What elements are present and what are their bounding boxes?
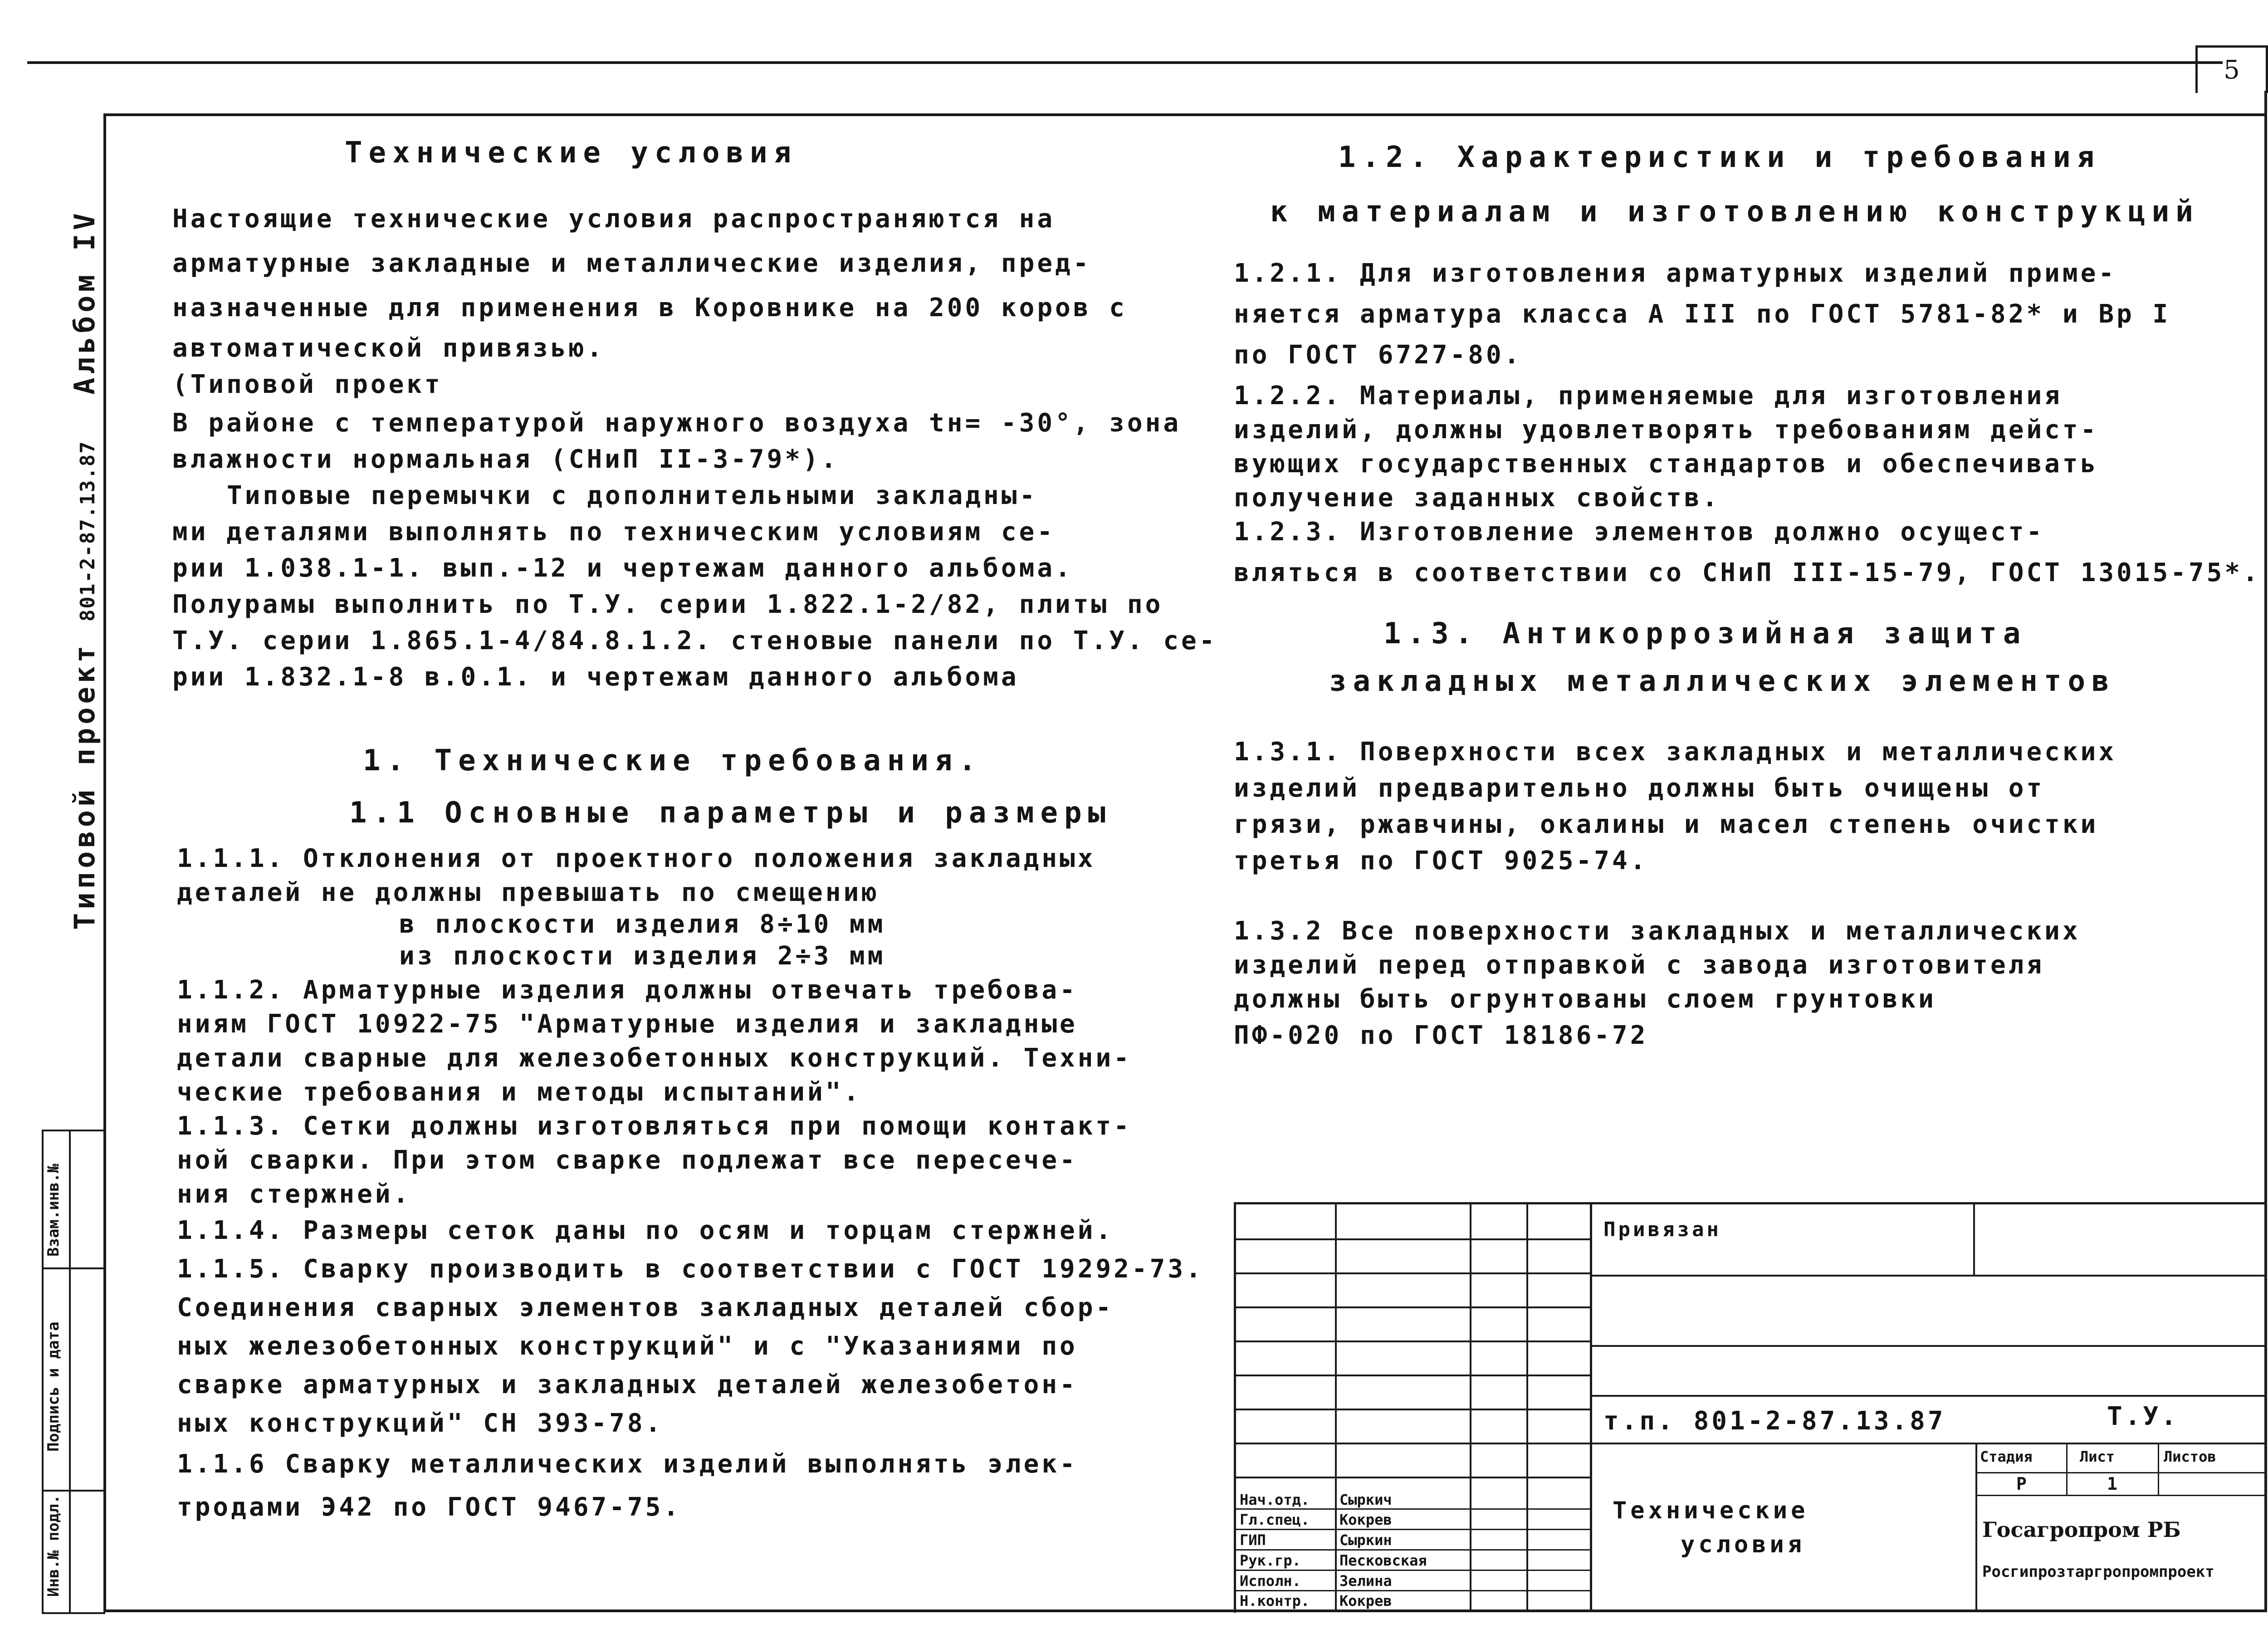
tb-staff-name: Кокрев — [1339, 1592, 1392, 1610]
intro-line: Т.У. серии 1.865.1-4/84.8.1.2. стеновые панели по Т.У. се- — [172, 626, 1217, 656]
tb-grid — [1236, 1443, 2267, 1444]
item-line: ПФ-020 по ГОСТ 18186-72 — [1234, 1021, 1648, 1050]
intro-line: Настоящие технические условия распространяются на — [172, 204, 1056, 234]
sidebar-project-code: 801-2-87.13.87 — [76, 440, 99, 622]
tb-staff-name: Зелина — [1339, 1572, 1392, 1590]
sidebar-album-text: Альбом IV — [68, 210, 101, 395]
section-1-2-title-2: к материалам и изготовлению конструкций — [1270, 195, 2200, 229]
tb-staff-name: Сыркин — [1339, 1531, 1392, 1549]
section-1-3-title: 1.3. Антикоррозийная защита — [1383, 617, 2027, 651]
intro-line: влажности нормальная (СНиП II-3-79*). — [172, 445, 839, 474]
tb-grid — [1975, 1443, 1977, 1610]
tb-grid — [2066, 1443, 2068, 1495]
tb-sheet: 1 — [2107, 1474, 2117, 1494]
tb-doc-type: Т.У. — [2107, 1402, 2179, 1431]
intro-line: рии 1.038.1-1. вып.-12 и чертежам данного альбома. — [172, 553, 1073, 583]
item-line: ных конструкций" СН 393-78. — [177, 1409, 664, 1438]
tb-grid — [1236, 1549, 1590, 1551]
page-number: 5 — [2224, 55, 2240, 85]
tb-grid — [1590, 1204, 1592, 1610]
item-line: изделий предварительно должны быть очищены от — [1234, 773, 2045, 803]
tb-staff-role: ГИП — [1240, 1531, 1266, 1549]
intro-line: ми деталями выполнять по техническим условиям се- — [172, 517, 1056, 547]
tb-grid — [1973, 1204, 1975, 1275]
intro-line: (Типовой проект — [172, 370, 443, 399]
tb-grid — [1236, 1590, 1590, 1591]
item-line: ниям ГОСТ 10922-75 "Арматурные изделия и закладные — [177, 1009, 1078, 1039]
tb-grid — [1236, 1340, 1590, 1342]
top-rule — [27, 61, 2223, 64]
intro-line: Типовые перемычки с дополнительными закладны- — [227, 481, 1038, 510]
intro-line: арматурные закладные и металлические изделия, пред- — [172, 249, 1091, 278]
tb-col-stage: Стадия — [1980, 1448, 2033, 1465]
tb-grid — [1236, 1238, 1590, 1240]
item-line: ния стержней. — [177, 1179, 411, 1209]
item-line: получение заданных свойств. — [1234, 483, 1721, 513]
item-line: 1.2.3. Изготовление элементов должно осущест- — [1234, 517, 2045, 547]
item-line: из плоскости изделия 2÷3 мм — [399, 941, 886, 971]
intro-line: назначенные для применения в Коровнике на 200 коров с — [172, 293, 1127, 323]
tb-org-1: Госагропром РБ — [1982, 1517, 2181, 1542]
item-line: ческие требования и методы испытаний". — [177, 1077, 862, 1107]
section-1-title: 1. Технические требования. — [363, 744, 982, 778]
tb-staff-role: Исполн. — [1240, 1572, 1301, 1590]
tb-grid — [1590, 1275, 2267, 1277]
item-line: должны быть огрунтованы слоем грунтовки — [1234, 984, 1936, 1014]
item-line: ной сварки. При этом сварке подлежат все пересече- — [177, 1145, 1078, 1175]
tb-grid — [1236, 1409, 1590, 1410]
tb-grid — [1236, 1570, 1590, 1571]
tb-grid — [1236, 1272, 1590, 1274]
tb-staff-name: Кокрев — [1339, 1511, 1392, 1528]
page-number-box — [2195, 45, 2268, 93]
sidebar-stamp-divider — [44, 1490, 105, 1492]
item-line: няется арматура класса А III по ГОСТ 5781-82* и Вр I — [1234, 299, 2171, 329]
item-line: 1.2.1. Для изготовления арматурных изделий приме- — [1234, 259, 2117, 288]
tb-staff-role: Гл.спец. — [1240, 1511, 1310, 1528]
item-line: 1.1.5. Сварку производить в соответствии с ГОСТ 19292-73. — [177, 1254, 1204, 1284]
item-line: грязи, ржавчины, окалины и масел степень очистки — [1234, 810, 2099, 839]
section-1-1-title: 1.1 Основные параметры и размеры — [349, 796, 1112, 830]
tb-org-2: Росгипрозтаргропромпроект — [1982, 1563, 2214, 1581]
tb-staff-name: Сыркич — [1339, 1491, 1392, 1508]
item-line: 1.1.3. Сетки должны изготовляться при помощи контакт- — [177, 1111, 1132, 1141]
section-1-2-title: 1.2. Характеристики и требования — [1338, 141, 2101, 174]
item-line: по ГОСТ 6727-80. — [1234, 340, 1522, 370]
item-line: ных железобетонных конструкций" и с "Указаниями по — [177, 1331, 1078, 1361]
item-line: деталей не должны превышать по смещению — [177, 878, 880, 907]
frame-top — [103, 113, 2267, 116]
tb-title-2: условия — [1681, 1531, 1806, 1558]
tb-grid — [1975, 1495, 2267, 1496]
tb-grid — [1590, 1395, 2267, 1397]
item-line: сварке арматурных и закладных деталей железобетон- — [177, 1370, 1078, 1399]
tb-staff-name: Песковская — [1339, 1552, 1427, 1569]
tb-col-sheet: Лист — [2080, 1448, 2115, 1465]
item-line: вующих государственных стандартов и обеспечивать — [1234, 449, 2099, 479]
intro-line: рии 1.832.1-8 в.0.1. и чертежам данного альбома — [172, 662, 1019, 692]
sidebar-stamp-divider — [44, 1267, 105, 1269]
item-line: 1.1.6 Сварку металлических изделий выполнять элек- — [177, 1449, 1078, 1479]
tb-staff-role: Нач.отд. — [1240, 1491, 1310, 1508]
tb-privyazan: Привязан — [1603, 1218, 1721, 1241]
item-line: вляться в соответствии со СНиП III-15-79, ГОСТ 13015-75*. — [1234, 558, 2261, 587]
section-1-3-title-2: закладных металлических элементов — [1329, 665, 2116, 698]
sidebar-field-invno: Инв.№ подл. — [44, 1494, 63, 1597]
item-line: 1.1.2. Арматурные изделия должны отвечать требова- — [177, 975, 1078, 1005]
tb-grid — [1975, 1472, 2267, 1473]
item-line: тродами Э42 по ГОСТ 9467-75. — [177, 1492, 682, 1522]
item-line: Соединения сварных элементов закладных деталей сбор- — [177, 1293, 1114, 1322]
title-block — [1234, 1202, 2267, 1613]
tb-grid — [1236, 1306, 1590, 1308]
item-line: изделий, должны удовлетворять требованиям дейст- — [1234, 415, 2099, 445]
item-line: изделий перед отправкой с завода изготовителя — [1234, 950, 2045, 980]
page-title: Технические условия — [345, 136, 798, 170]
item-line: 1.1.4. Размеры сеток даны по осям и торцам стержней. — [177, 1216, 1114, 1245]
sidebar-album — [68, 210, 101, 395]
item-line: в плоскости изделия 8÷10 мм — [399, 910, 886, 939]
tb-grid — [1236, 1477, 1590, 1478]
intro-line: В районе с температурой наружного воздуха tн= -30°, зона — [172, 408, 1182, 438]
item-line: 1.3.2 Все поверхности закладных и металлических — [1234, 916, 2081, 946]
item-line: детали сварные для железобетонных конструкций. Техни- — [177, 1043, 1132, 1073]
tb-grid — [1590, 1345, 2267, 1347]
tb-staff-role: Рук.гр. — [1240, 1552, 1301, 1569]
item-line: 1.3.1. Поверхности всех закладных и металлических — [1234, 737, 2117, 767]
sidebar-field-replace: Взам.инв.№ — [44, 1164, 63, 1257]
item-line: 1.2.2. Материалы, применяемые для изготовления — [1234, 381, 2063, 411]
tb-grid — [1236, 1375, 1590, 1376]
sidebar-title — [68, 440, 101, 930]
tb-doc-code: т.п. 801-2-87.13.87 — [1603, 1406, 1946, 1436]
tb-stage: Р — [2016, 1474, 2027, 1494]
sidebar-field-sign: Подпись и дата — [44, 1321, 63, 1452]
item-line: третья по ГОСТ 9025-74. — [1234, 846, 1648, 876]
tb-grid — [1236, 1508, 1590, 1510]
tb-grid — [1236, 1529, 1590, 1530]
intro-line: Полурамы выполнить по Т.У. серии 1.822.1-2/82, плиты по — [172, 590, 1163, 619]
tb-col-sheets: Листов — [2164, 1448, 2216, 1465]
tb-grid — [2158, 1443, 2159, 1495]
sidebar-stamp-divider — [69, 1131, 71, 1612]
tb-staff-role: Н.контр. — [1240, 1592, 1310, 1610]
intro-line: автоматической привязью. — [172, 333, 605, 363]
item-line: 1.1.1. Отклонения от проектного положения закладных — [177, 844, 1096, 873]
sidebar-title-text: Типовой проект — [68, 642, 101, 930]
tb-title-1: Технические — [1613, 1497, 1809, 1524]
